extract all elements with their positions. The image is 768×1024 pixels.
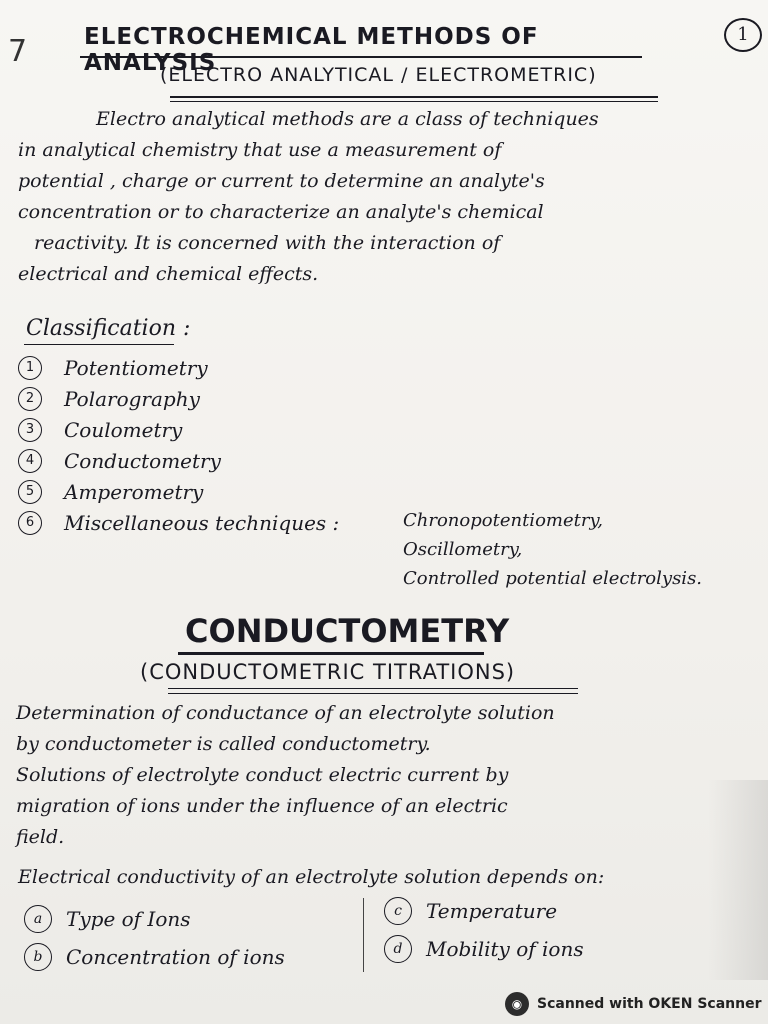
page-subtitle: (ELECTRO ANALYTICAL / ELECTROMETRIC) <box>160 64 597 86</box>
intro-line: Electro analytical methods are a class of techniques <box>96 108 599 130</box>
list-item-label: Coulometry <box>64 417 183 442</box>
conductometry-paragraph <box>16 698 756 853</box>
scanner-watermark-text: Scanned with OKEN Scanner <box>537 996 762 1012</box>
factor-item <box>24 900 354 938</box>
list-item <box>18 445 758 476</box>
misc-technique: Controlled potential electrolysis. <box>403 568 703 589</box>
intro-line: in analytical chemistry that use a measurement of <box>18 139 502 161</box>
section-title: CONDUCTOMETRY <box>185 612 510 650</box>
letter-circle: a <box>24 905 52 933</box>
factors-right-column <box>384 892 704 968</box>
paragraph-line: by conductometer is called conductometry. <box>16 733 431 755</box>
paragraph-line: Solutions of electrolyte conduct electric current by <box>16 764 509 786</box>
scanner-watermark <box>505 984 768 1024</box>
number-circle: 2 <box>18 387 42 411</box>
factor-item <box>384 930 704 968</box>
letter-circle: b <box>24 943 52 971</box>
list-item-label: Amperometry <box>64 479 204 504</box>
intro-line: reactivity. It is concerned with the interaction of <box>34 232 501 254</box>
page-number: 1 <box>724 18 762 52</box>
classification-heading: Classification : <box>26 316 191 341</box>
subtitle-underline-second <box>170 101 658 102</box>
subtitle-underline <box>170 96 658 98</box>
number-circle: 5 <box>18 480 42 504</box>
number-circle: 1 <box>18 356 42 380</box>
scanner-logo-icon: ◉ <box>505 992 529 1016</box>
factor-item <box>24 938 354 976</box>
page-title: ELECTROCHEMICAL METHODS OF ANALYSIS <box>84 24 539 76</box>
list-item-label: Conductometry <box>64 448 221 473</box>
list-item <box>18 476 758 507</box>
intro-line: electrical and chemical effects. <box>18 263 319 285</box>
paragraph-line: Determination of conductance of an electrolyte solution <box>16 702 555 724</box>
section-subtitle-underline-second <box>168 693 578 694</box>
list-item-label: Polarography <box>64 386 200 411</box>
intro-paragraph <box>18 104 738 290</box>
number-circle: 3 <box>18 418 42 442</box>
intro-line: potential , charge or current to determine an analyte's <box>18 170 545 192</box>
factor-label: Temperature <box>426 899 558 923</box>
intro-line: concentration or to characterize an analyte's chemical <box>18 201 544 223</box>
letter-circle: d <box>384 935 412 963</box>
paragraph-line: field. <box>16 826 65 848</box>
column-divider <box>363 898 364 972</box>
number-circle: 4 <box>18 449 42 473</box>
miscellaneous-techniques <box>403 506 702 593</box>
letter-circle: c <box>384 897 412 925</box>
paragraph-line: migration of ions under the influence of an electric <box>16 795 508 817</box>
list-item-label: Miscellaneous techniques : <box>64 510 340 535</box>
depends-on-line: Electrical conductivity of an electrolyte solution depends on: <box>18 866 605 888</box>
list-item <box>18 352 758 383</box>
list-item-label: Potentiometry <box>64 355 208 380</box>
factors-left-column <box>24 900 354 976</box>
list-item <box>18 414 758 445</box>
list-item <box>18 383 758 414</box>
misc-technique: Oscillometry, <box>403 539 523 560</box>
factor-item <box>384 892 704 930</box>
title-underline <box>80 56 642 58</box>
section-subtitle: (CONDUCTOMETRIC TITRATIONS) <box>140 660 516 684</box>
factor-label: Type of Ions <box>66 907 191 931</box>
number-circle: 6 <box>18 511 42 535</box>
misc-technique: Chronopotentiometry, <box>403 510 603 531</box>
factor-label: Mobility of ions <box>426 937 584 961</box>
classification-underline <box>24 344 174 345</box>
section-title-underline <box>178 652 484 655</box>
factor-label: Concentration of ions <box>66 945 285 969</box>
section-subtitle-underline <box>168 688 578 689</box>
margin-mark: 7 <box>8 34 28 69</box>
